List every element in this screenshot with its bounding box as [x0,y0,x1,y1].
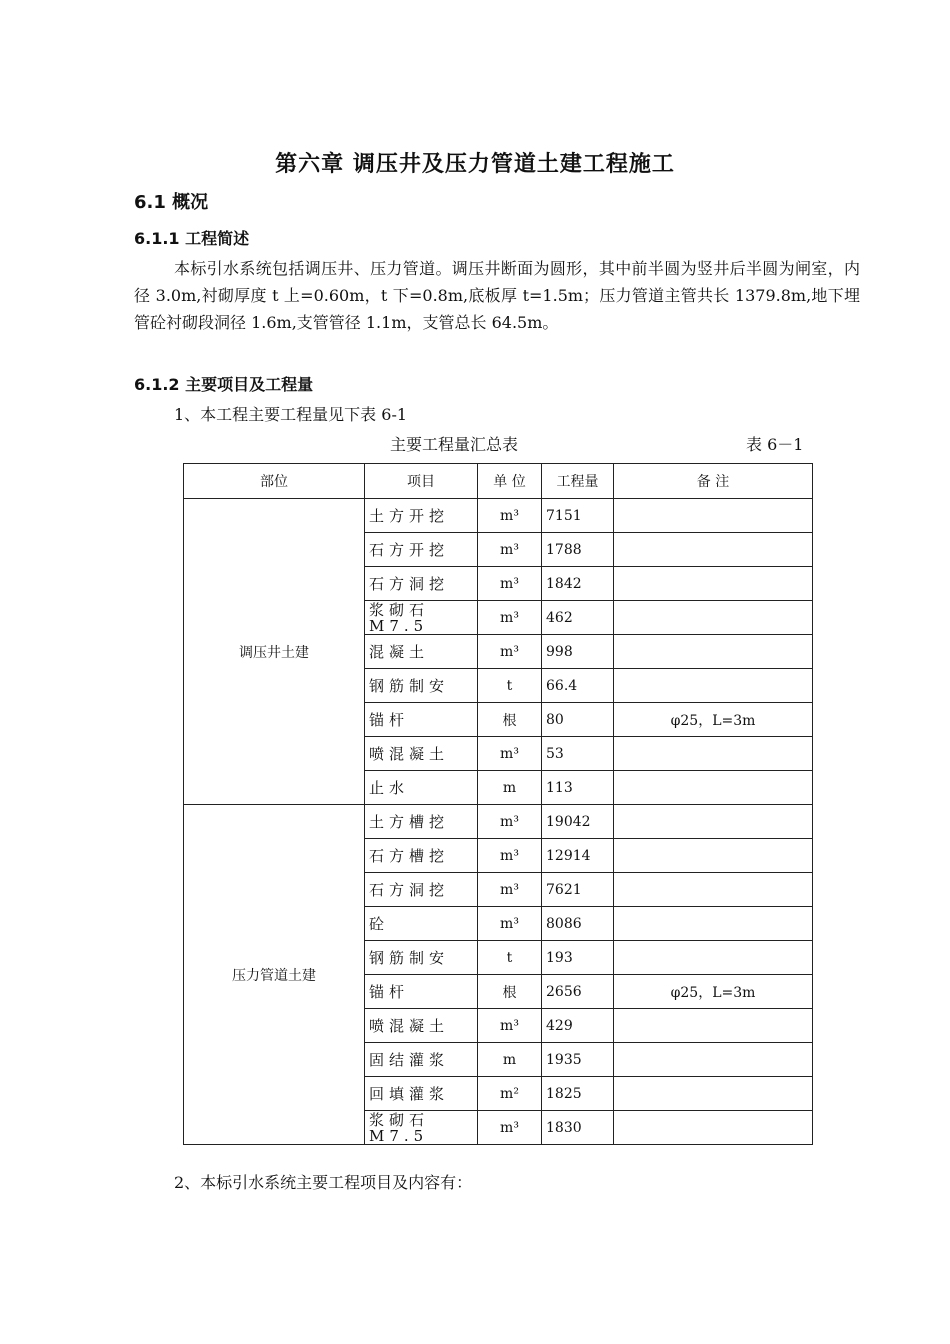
note-cell [614,839,813,873]
part-cell: 压力管道土建 [184,805,365,1145]
header-note: 备 注 [614,464,813,499]
item-cell: 回填灌浆 [365,1077,478,1111]
unit-cell: 根 [478,703,542,737]
qty-cell: 8086 [542,907,614,941]
item-cell: 石方洞挖 [365,567,478,601]
item-cell: 锚杆 [365,703,478,737]
unit-cell: t [478,941,542,975]
unit-cell: m³ [478,1009,542,1043]
unit-cell: m³ [478,635,542,669]
table-caption: 主要工程量汇总表 [390,435,519,454]
qty-cell: 193 [542,941,614,975]
note-cell: φ25，L=3m [614,975,813,1009]
qty-cell: 1788 [542,533,614,567]
note-cell [614,805,813,839]
note-cell [614,1043,813,1077]
note-cell [614,907,813,941]
qty-cell: 7621 [542,873,614,907]
items-intro-line: 2、本标引水系统主要工程项目及内容有： [174,1173,473,1192]
unit-cell: m² [478,1077,542,1111]
note-cell [614,533,813,567]
table-number: 表 6－1 [746,435,804,454]
item-cell: 砼 [365,907,478,941]
unit-cell: m³ [478,737,542,771]
unit-cell: t [478,669,542,703]
table-header-row [184,464,813,499]
item-cell: 混凝土 [365,635,478,669]
item-cell: 钢筋制安 [365,669,478,703]
unit-cell: m³ [478,907,542,941]
note-cell [614,873,813,907]
item-cell: 锚杆 [365,975,478,1009]
header-part: 部位 [184,464,365,499]
qty-cell: 53 [542,737,614,771]
qty-cell: 1842 [542,567,614,601]
unit-cell: m³ [478,499,542,533]
qty-cell: 7151 [542,499,614,533]
item-cell: 浆砌石 M7.5 [365,1111,478,1145]
qty-cell: 2656 [542,975,614,1009]
header-qty: 工程量 [542,464,614,499]
chapter-title: 第六章 调压井及压力管道土建工程施工 [275,152,675,177]
note-cell [614,567,813,601]
item-cell: 石方开挖 [365,533,478,567]
note-cell [614,669,813,703]
qty-cell: 462 [542,601,614,635]
note-cell [614,1111,813,1145]
item-cell: 固结灌浆 [365,1043,478,1077]
table-row [184,499,813,533]
qty-cell: 80 [542,703,614,737]
item-cell: 喷混凝土 [365,1009,478,1043]
quantities-table [183,463,813,1145]
item-cell: 石方洞挖 [365,873,478,907]
item-cell: 钢筋制安 [365,941,478,975]
item-cell: 止水 [365,771,478,805]
note-cell [614,1077,813,1111]
section-heading-6-1: 6.1 概况 [134,192,209,213]
unit-cell: m [478,771,542,805]
unit-cell: m³ [478,567,542,601]
unit-cell: m [478,1043,542,1077]
qty-cell: 66.4 [542,669,614,703]
note-cell: φ25，L=3m [614,703,813,737]
section-heading-6-1-1: 6.1.1 工程简述 [134,229,250,248]
table-body [184,499,813,1145]
item-cell: 石方槽挖 [365,839,478,873]
qty-cell: 1830 [542,1111,614,1145]
note-cell [614,941,813,975]
note-cell [614,499,813,533]
section-heading-6-1-2: 6.1.2 主要项目及工程量 [134,375,314,394]
note-cell [614,1009,813,1043]
unit-cell: m³ [478,1111,542,1145]
item-cell: 喷混凝土 [365,737,478,771]
unit-cell: m³ [478,873,542,907]
item-cell: 浆砌石 M7.5 [365,601,478,635]
header-item: 项目 [365,464,478,499]
table-intro-line: 1、本工程主要工程量见下表 6-1 [174,405,408,424]
unit-cell: 根 [478,975,542,1009]
note-cell [614,635,813,669]
unit-cell: m³ [478,839,542,873]
item-cell: 土方槽挖 [365,805,478,839]
unit-cell: m³ [478,601,542,635]
qty-cell: 12914 [542,839,614,873]
unit-cell: m³ [478,533,542,567]
part-cell: 调压井土建 [184,499,365,805]
qty-cell: 998 [542,635,614,669]
qty-cell: 1935 [542,1043,614,1077]
note-cell [614,771,813,805]
overview-paragraph: 本标引水系统包括调压井、压力管道。调压井断面为圆形，其中前半圆为竖井后半圆为闸室，内径 3.0m,衬砌厚度 t 上=0.60m，t 下=0.8m,底板厚 t=1.5m；压力管道主管共长 1379.8m,地下埋管砼衬砌段洞径 1.6m,支管管径 1.1m，支管总长 64.5m。 [134,259,860,332]
note-cell [614,601,813,635]
header-unit: 单 位 [478,464,542,499]
table-row [184,805,813,839]
qty-cell: 1825 [542,1077,614,1111]
note-cell [614,737,813,771]
qty-cell: 113 [542,771,614,805]
qty-cell: 19042 [542,805,614,839]
qty-cell: 429 [542,1009,614,1043]
item-cell: 土方开挖 [365,499,478,533]
unit-cell: m³ [478,805,542,839]
